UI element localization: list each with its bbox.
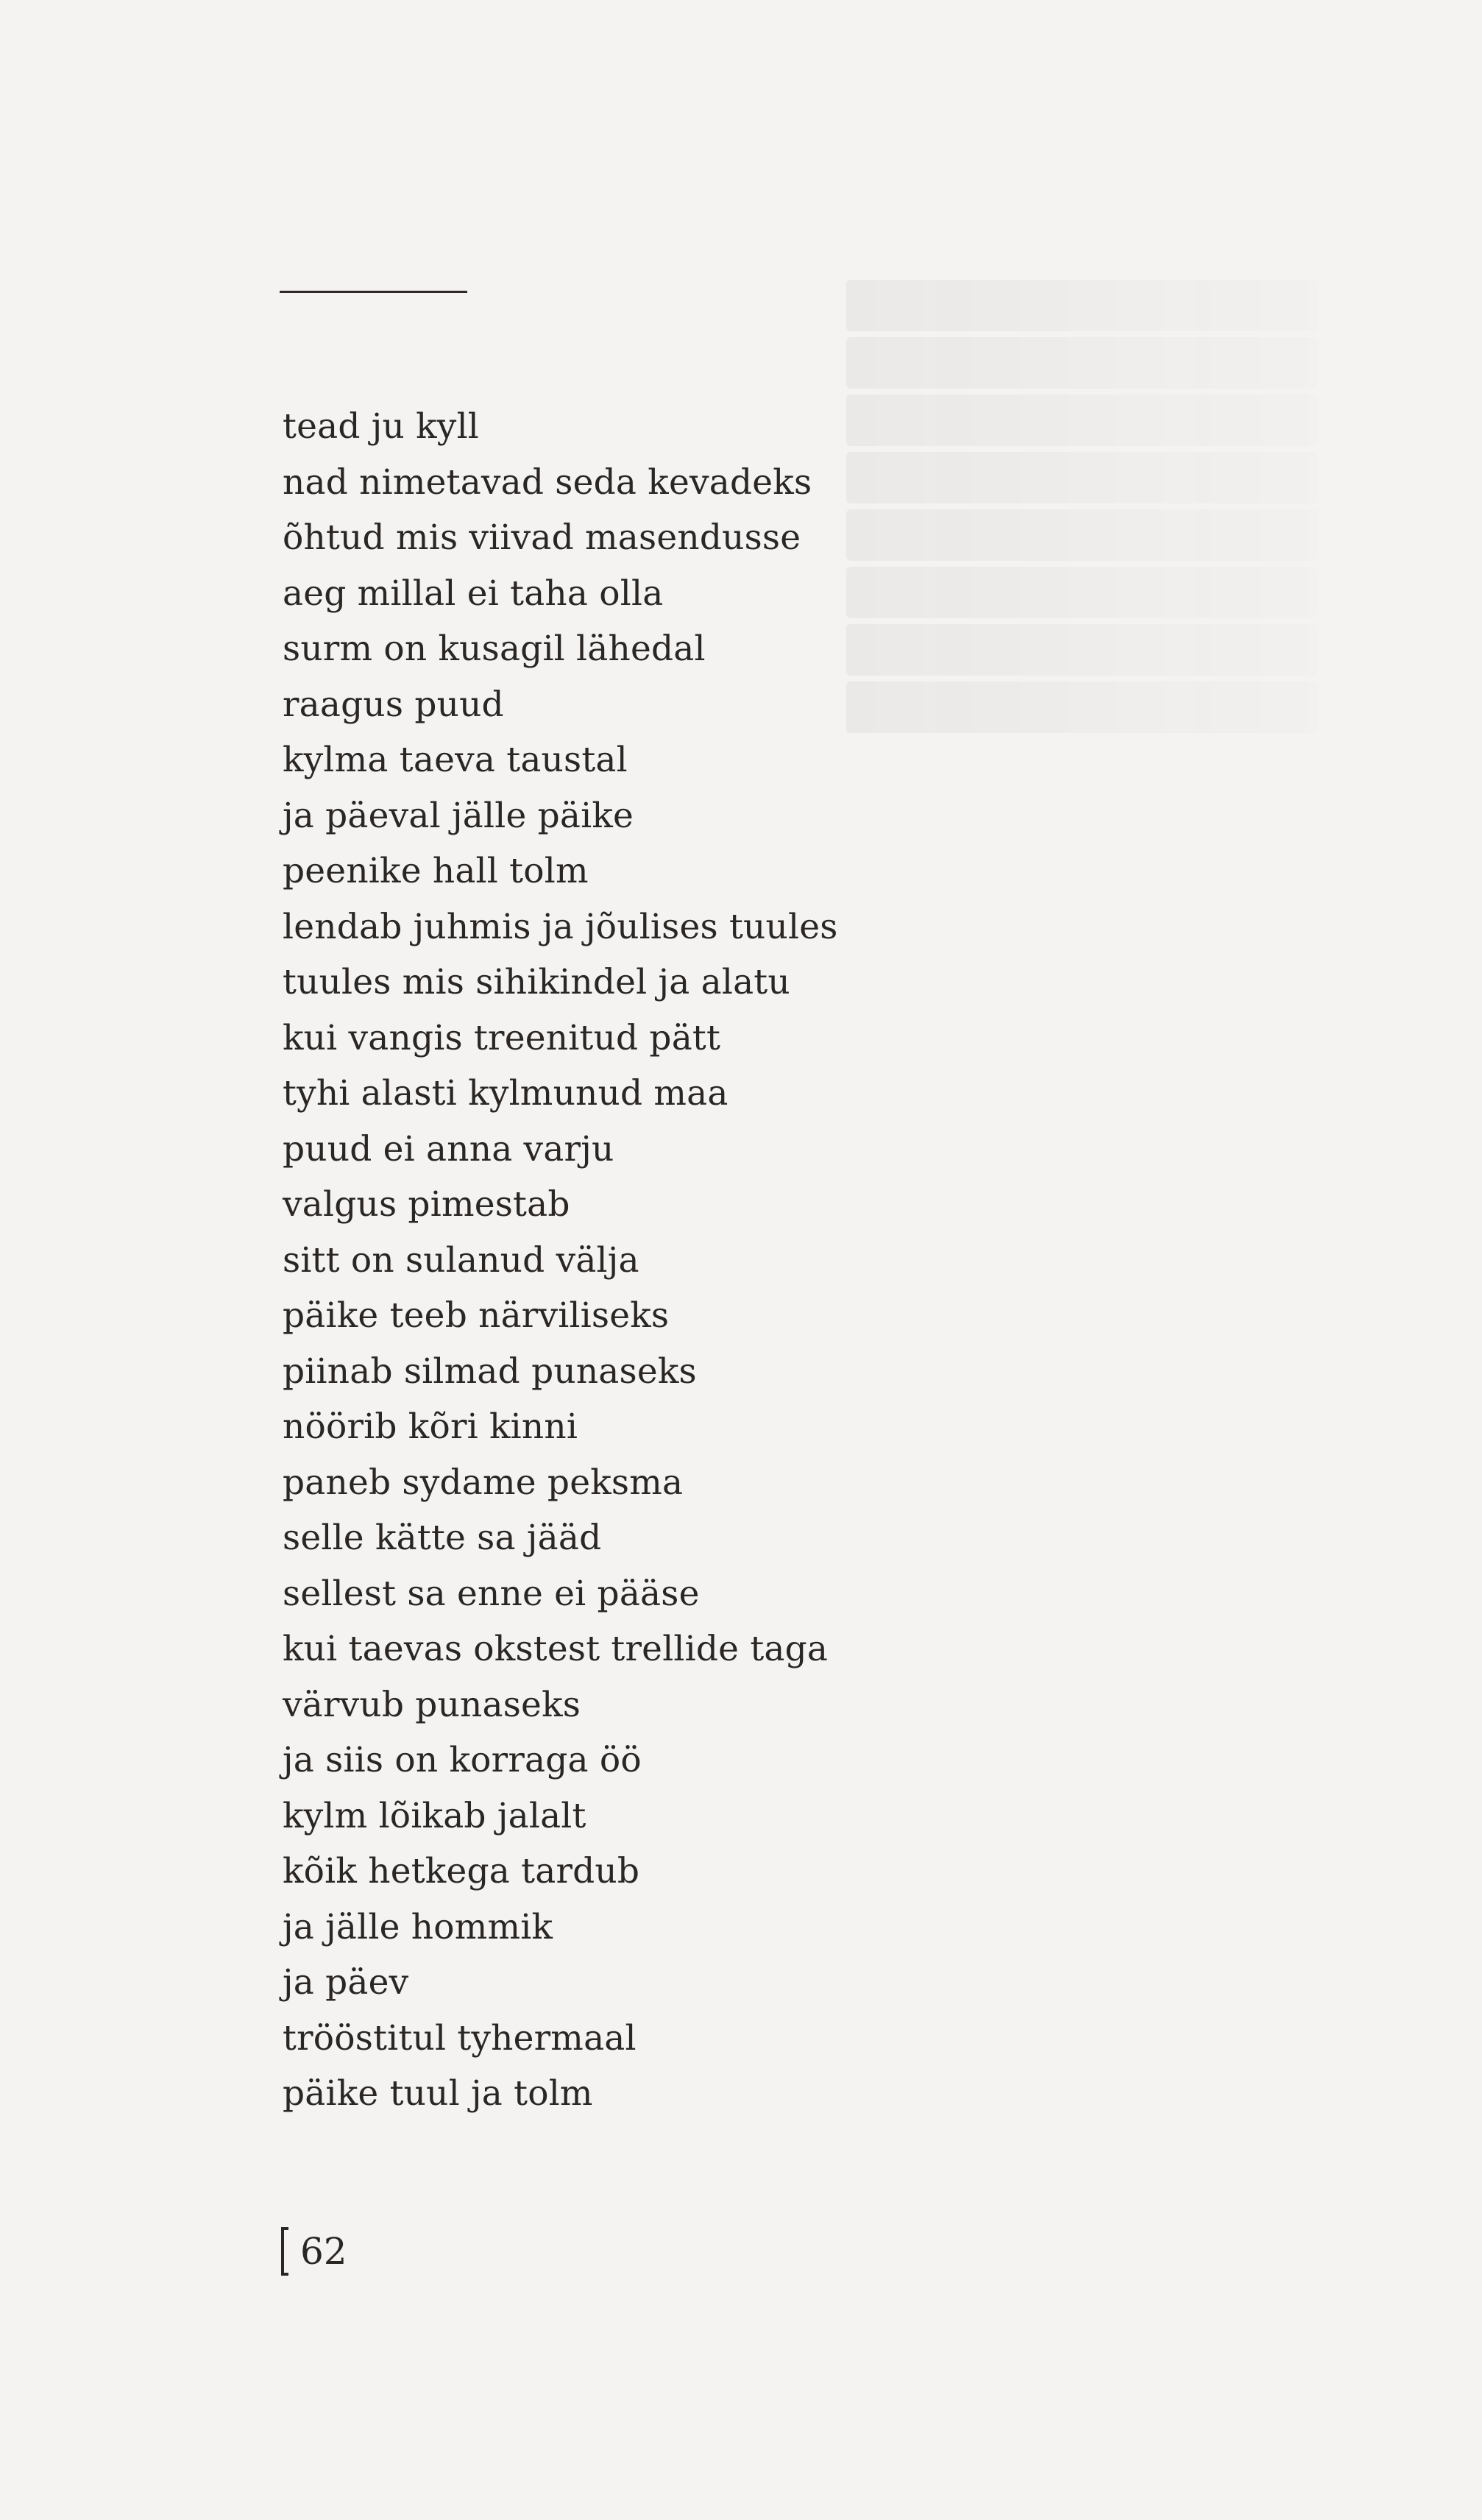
page-folio [281, 2226, 347, 2277]
poem-line: peenike hall tolm [283, 851, 589, 891]
poem-line: sellest sa enne ei pääse [283, 1573, 700, 1614]
poem-line: päike tuul ja tolm [283, 2073, 593, 2114]
poem-line: tyhi alasti kylmunud maa [283, 1073, 728, 1114]
poem-line: piinab silmad punaseks [283, 1351, 697, 1392]
poem-line: nad nimetavad seda kevadeks [283, 461, 812, 503]
bleed-through-shadow [846, 280, 1317, 795]
poem-line: päike teeb närviliseks [283, 1295, 670, 1336]
poem-line: kylm lõikab jalalt [283, 1795, 586, 1836]
poem-line: ja jälle hommik [283, 1906, 553, 1947]
poem-line: ja siis on korraga öö [283, 1740, 642, 1780]
poem-line: surm on kusagil lähedal [283, 629, 706, 669]
poem-line: kõik hetkega tardub [283, 1851, 640, 1891]
poem-line: aeg millal ei taha olla [283, 573, 664, 614]
poem-line: ja päeval jälle päike [283, 795, 634, 836]
poem-line: värvub punaseks [283, 1684, 581, 1725]
poem-line: paneb sydame peksma [283, 1462, 684, 1503]
poem-line: trööstitul tyhermaal [283, 2017, 637, 2059]
poem-line: kylma taeva taustal [283, 740, 628, 780]
poem-line: selle kätte sa jääd [283, 1518, 602, 1558]
poem-line: tuules mis sihikindel ja alatu [283, 962, 790, 1002]
poem-line: ja päev [283, 1962, 409, 2003]
section-divider-rule [280, 291, 467, 293]
page-number: 62 [300, 2230, 347, 2273]
poem-line: valgus pimestab [283, 1184, 570, 1225]
poem-line: sitt on sulanud välja [283, 1239, 639, 1281]
folio-bracket-icon [281, 2227, 288, 2276]
poem-line: kui taevas okstest trellide taga [283, 1629, 829, 1669]
poem-line: puud ei anna varju [283, 1128, 614, 1169]
poem-line: nöörib kõri kinni [283, 1406, 578, 1447]
poem-line: raagus puud [283, 684, 504, 725]
poem-line: tead ju kyll [283, 406, 480, 447]
poem-line: õhtud mis viivad masendusse [283, 517, 801, 558]
poem-text [283, 399, 838, 2122]
poem-line: kui vangis treenitud pätt [283, 1017, 721, 1058]
poem-line: lendab juhmis ja jõulises tuules [283, 906, 838, 947]
